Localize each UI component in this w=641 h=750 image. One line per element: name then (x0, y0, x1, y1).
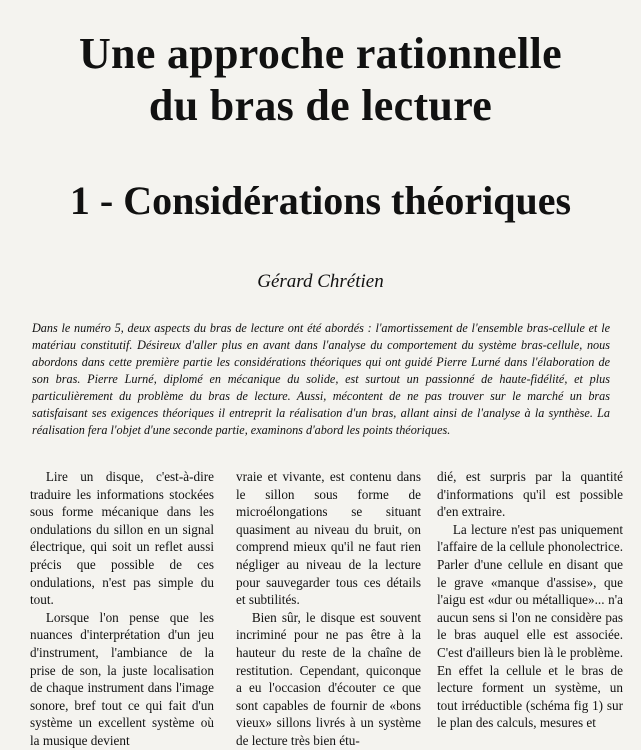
col3-paragraph-2: La lecture n'est pas uniquement l'affaire de la cellule phonolectrice. Parler d'une cellule en disant que le grave «manque d'assise», que l'aigu est «dur ou métallique»... n'a aucun sens si l'on ne considère pas le bras auquel elle est associée. C'est d'ailleurs bien là le problème. En effet la cellule et le bras de lecture forment un système, un tout irréductible (schéma fig 1) sur le plan des calculs, mesures et (437, 521, 623, 731)
text-column-2 (236, 468, 421, 750)
abstract-paragraph: Dans le numéro 5, deux aspects du bras de lecture ont été abordés : l'amortissement de l'ensemble bras-cellule et le matériau constitutif. Désireux d'aller plus en avant dans l'analyse du comportement du système bras-cellule, nous abordons dans cette première partie les considérations théoriques qui ont guidé Pierre Lurné dans l'élaboration de son bras. Pierre Lurné, diplomé en mécanique du solide, est surtout un passionné de haute-fidélité, et plus particulièrement du problème du bras de lecture. Aussi, mécontent de ne pas trouver sur le marché un bras satisfaisant ses exigences théoriques il entreprit la réalisation d'un bras, allant ainsi de l'analyse à la synthèse. La réalisation fera l'objet d'une seconde partie, examinons d'abord les points théoriques. (32, 321, 610, 437)
col1-paragraph-1: Lire un disque, c'est-à-dire traduire les informations stockées sous forme mécanique dans les ondulations du sillon en un signal électrique, qui soit un reflet aussi précis que possible de ces ondulations, n'est pas simple du tout. (30, 469, 214, 608)
col2-paragraph-2: Bien sûr, le disque est souvent incriminé pour ne pas être à la hauteur du reste de la chaîne de restitution. Cependant, quiconque a eu l'occasion d'écouter ce que sont capables de fournir de «bons vieux» sillons livrés à un système de lecture très bien étu- (236, 609, 421, 748)
article-subtitle: 1 - Considérations théoriques (69, 178, 572, 223)
text-column-1 (30, 468, 214, 750)
col3-paragraph-1: dié, est surpris par la quantité d'informations qu'il est possible d'en extraire. (437, 469, 623, 520)
col1-paragraph-2: Lorsque l'on pense que les nuances d'interprétation d'un jeu d'instrument, l'ambiance de la prise de son, la juste localisation de chaque instrument dans l'image sonore, bref tout ce qui fait d'un système un excellent système où la musique devient (30, 609, 214, 748)
title-line-1: Une approche rationnelle (78, 29, 563, 78)
text-column-3 (437, 468, 623, 732)
author-name: Gérard Chrétien (257, 271, 384, 292)
col2-paragraph-1: vraie et vivante, est contenu dans le sillon sous forme de microélongations se situant quasiment au niveau du bruit, on comprend mieux qu'il ne faut rien négliger au niveau de la lecture pour sauvegarder tous ces détails et subtilités. (236, 469, 421, 608)
title-line-2: du bras de lecture (148, 81, 493, 130)
article-title (0, 28, 641, 132)
